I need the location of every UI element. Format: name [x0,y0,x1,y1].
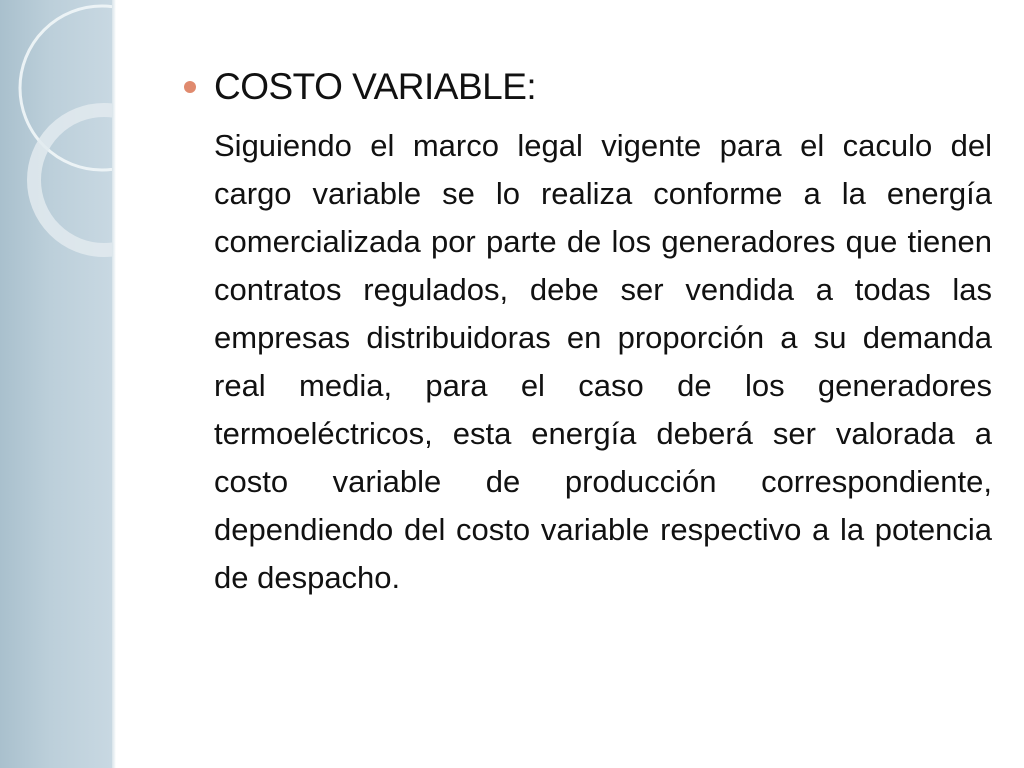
large-ring [20,6,112,170]
decorative-rings [0,0,112,768]
thick-ring [34,110,112,250]
slide-heading: COSTO VARIABLE: [214,66,537,107]
body-paragraph: Siguiendo el marco legal vigente para el caculo del cargo variable se lo realiza conforme a la energía comercializada por parte de los generadores que tienen contratos regulados, debe ser vendida a todas las empresas distribuidoras en proporción a su demanda real media, para el caso de los generadores termoeléctricos, esta energía deberá ser valorada a costo variable de producción correspondiente, dependiendo del costo variable respectivo a la potencia de despacho. [214,128,992,595]
decorative-side-band [0,0,112,768]
slide-content [180,58,992,602]
bullet-dot-icon [184,81,196,93]
band-edge-highlight [112,0,116,768]
heading-row [180,58,992,116]
